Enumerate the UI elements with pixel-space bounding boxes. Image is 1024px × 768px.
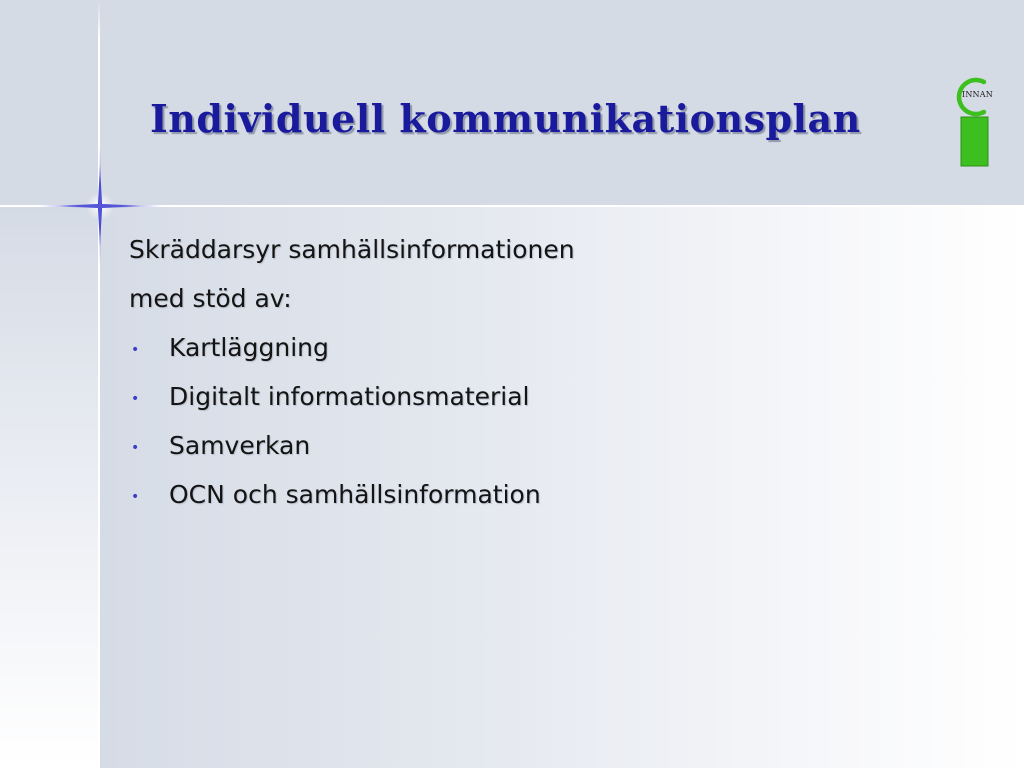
- bullet-icon: •: [131, 440, 140, 456]
- logo-text: INNAN: [962, 90, 993, 99]
- bullet-icon: •: [131, 489, 140, 505]
- bullet-item: [129, 477, 989, 526]
- intro-line: med stöd av:: [129, 284, 292, 313]
- vertical-divider: [98, 0, 100, 768]
- bullet-item: [129, 379, 989, 428]
- logo: [952, 76, 1002, 170]
- bullet-icon: •: [131, 391, 140, 407]
- slide-title: Individuell kommunikationsplan: [150, 96, 861, 141]
- bullet-text: Samverkan: [169, 431, 311, 460]
- slide-body: [129, 232, 989, 526]
- bullet-icon: •: [131, 342, 140, 358]
- bullet-text: Digitalt informationsmaterial: [169, 382, 530, 411]
- bullet-item: [129, 330, 989, 379]
- left-panel: [0, 207, 100, 768]
- bullet-list: [129, 330, 989, 526]
- bullet-text: Kartläggning: [169, 333, 329, 362]
- bullet-item: [129, 428, 989, 477]
- bullet-text: OCN och samhällsinformation: [169, 480, 541, 509]
- intro-line: Skräddarsyr samhällsinformationen: [129, 235, 575, 264]
